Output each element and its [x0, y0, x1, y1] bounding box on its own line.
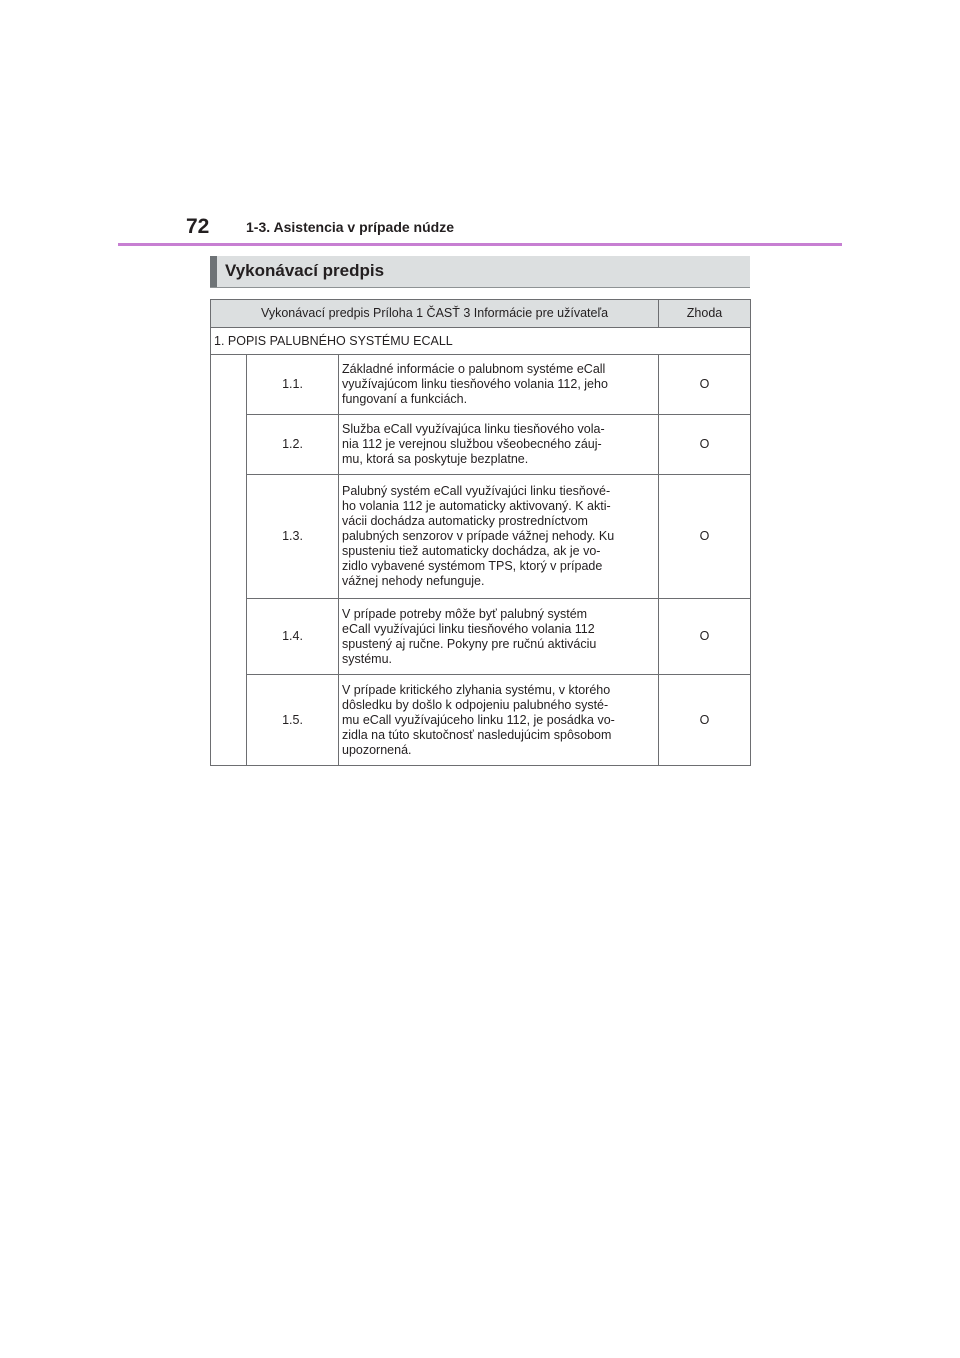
item-text [339, 415, 659, 475]
table-row [211, 675, 751, 766]
header-regulation: Vykonávací predpis Príloha 1 ČASŤ 3 Informácie pre užívateľa [211, 300, 659, 328]
item-text-line: fungovaní a funkciách. [342, 392, 468, 406]
item-agree: O [659, 415, 751, 475]
item-text-line: mu, ktorá sa poskytuje bezplatne. [342, 452, 529, 466]
item-text [339, 475, 659, 599]
item-text-line: palubných senzorov v prípade vážnej nehody. Ku [342, 529, 615, 543]
header-rule [118, 243, 842, 246]
item-number: 1.5. [247, 675, 339, 766]
item-text [339, 355, 659, 415]
indent-cell [211, 355, 247, 766]
item-text-line: V prípade kritického zlyhania systému, v ktorého [342, 682, 611, 697]
title-accent-bar [210, 256, 217, 287]
item-text-line: mu eCall využívajúceho linku 112, je posádka vo- [342, 712, 615, 727]
item-text [339, 675, 659, 766]
item-agree: O [659, 355, 751, 415]
item-number: 1.4. [247, 599, 339, 675]
page-title: Vykonávací predpis [225, 261, 385, 280]
header-agree: Zhoda [659, 300, 751, 328]
page-number: 72 [186, 215, 210, 238]
table-row [211, 599, 751, 675]
item-number: 1.1. [247, 355, 339, 415]
item-text-line: nia 112 je verejnou službou všeobecného záuj- [342, 437, 602, 451]
item-text-line: zidla na túto skutočnosť nasledujúcim spôsobom [342, 727, 612, 742]
item-text-line: Základné informácie o palubnom systéme eCall [342, 362, 606, 376]
item-text-line: spustený aj ručne. Pokyny pre ručnú aktiváciu [342, 636, 597, 651]
item-agree: O [659, 475, 751, 599]
item-text-line: V prípade potreby môže byť palubný systém [342, 606, 588, 621]
section-header: 1-3. Asistencia v prípade núdze [246, 219, 454, 235]
table-row [211, 355, 751, 415]
item-text-line: zidlo vybavené systémom TPS, ktorý v prípade [342, 559, 603, 573]
table-row [211, 415, 751, 475]
item-text-line: systému. [342, 651, 393, 666]
item-text-line: Palubný systém eCall využívajúci linku tiesňové- [342, 484, 611, 498]
item-text-line: vácii dochádza automaticky prostredníctvom [342, 514, 588, 528]
item-text-line: Služba eCall využívajúca linku tiesňového vola- [342, 422, 605, 436]
item-text-line: spusteniu tiež automaticky dochádza, ak je vo- [342, 544, 601, 558]
item-text [339, 599, 659, 675]
item-text-line: dôsledku by došlo k odpojeniu palubného systé- [342, 697, 609, 712]
section-row [211, 328, 751, 355]
item-agree: O [659, 599, 751, 675]
item-agree: O [659, 675, 751, 766]
item-text-line: eCall využívajúci linku tiesňového volania 112 [342, 621, 595, 636]
item-text-line: upozornená. [342, 742, 412, 757]
item-text-line: vážnej nehody nefunguje. [342, 574, 485, 588]
item-number: 1.3. [247, 475, 339, 599]
item-text-line: využívajúcom linku tiesňového volania 112, jeho [342, 377, 608, 391]
regulation-table [210, 299, 751, 766]
item-text-line: ho volania 112 je automaticky aktivovaný. K akti- [342, 499, 611, 513]
section-label: 1. POPIS PALUBNÉHO SYSTÉMU ECALL [211, 328, 751, 355]
table-row [211, 475, 751, 599]
table-header-row [211, 300, 751, 328]
title-band [210, 256, 750, 288]
item-number: 1.2. [247, 415, 339, 475]
